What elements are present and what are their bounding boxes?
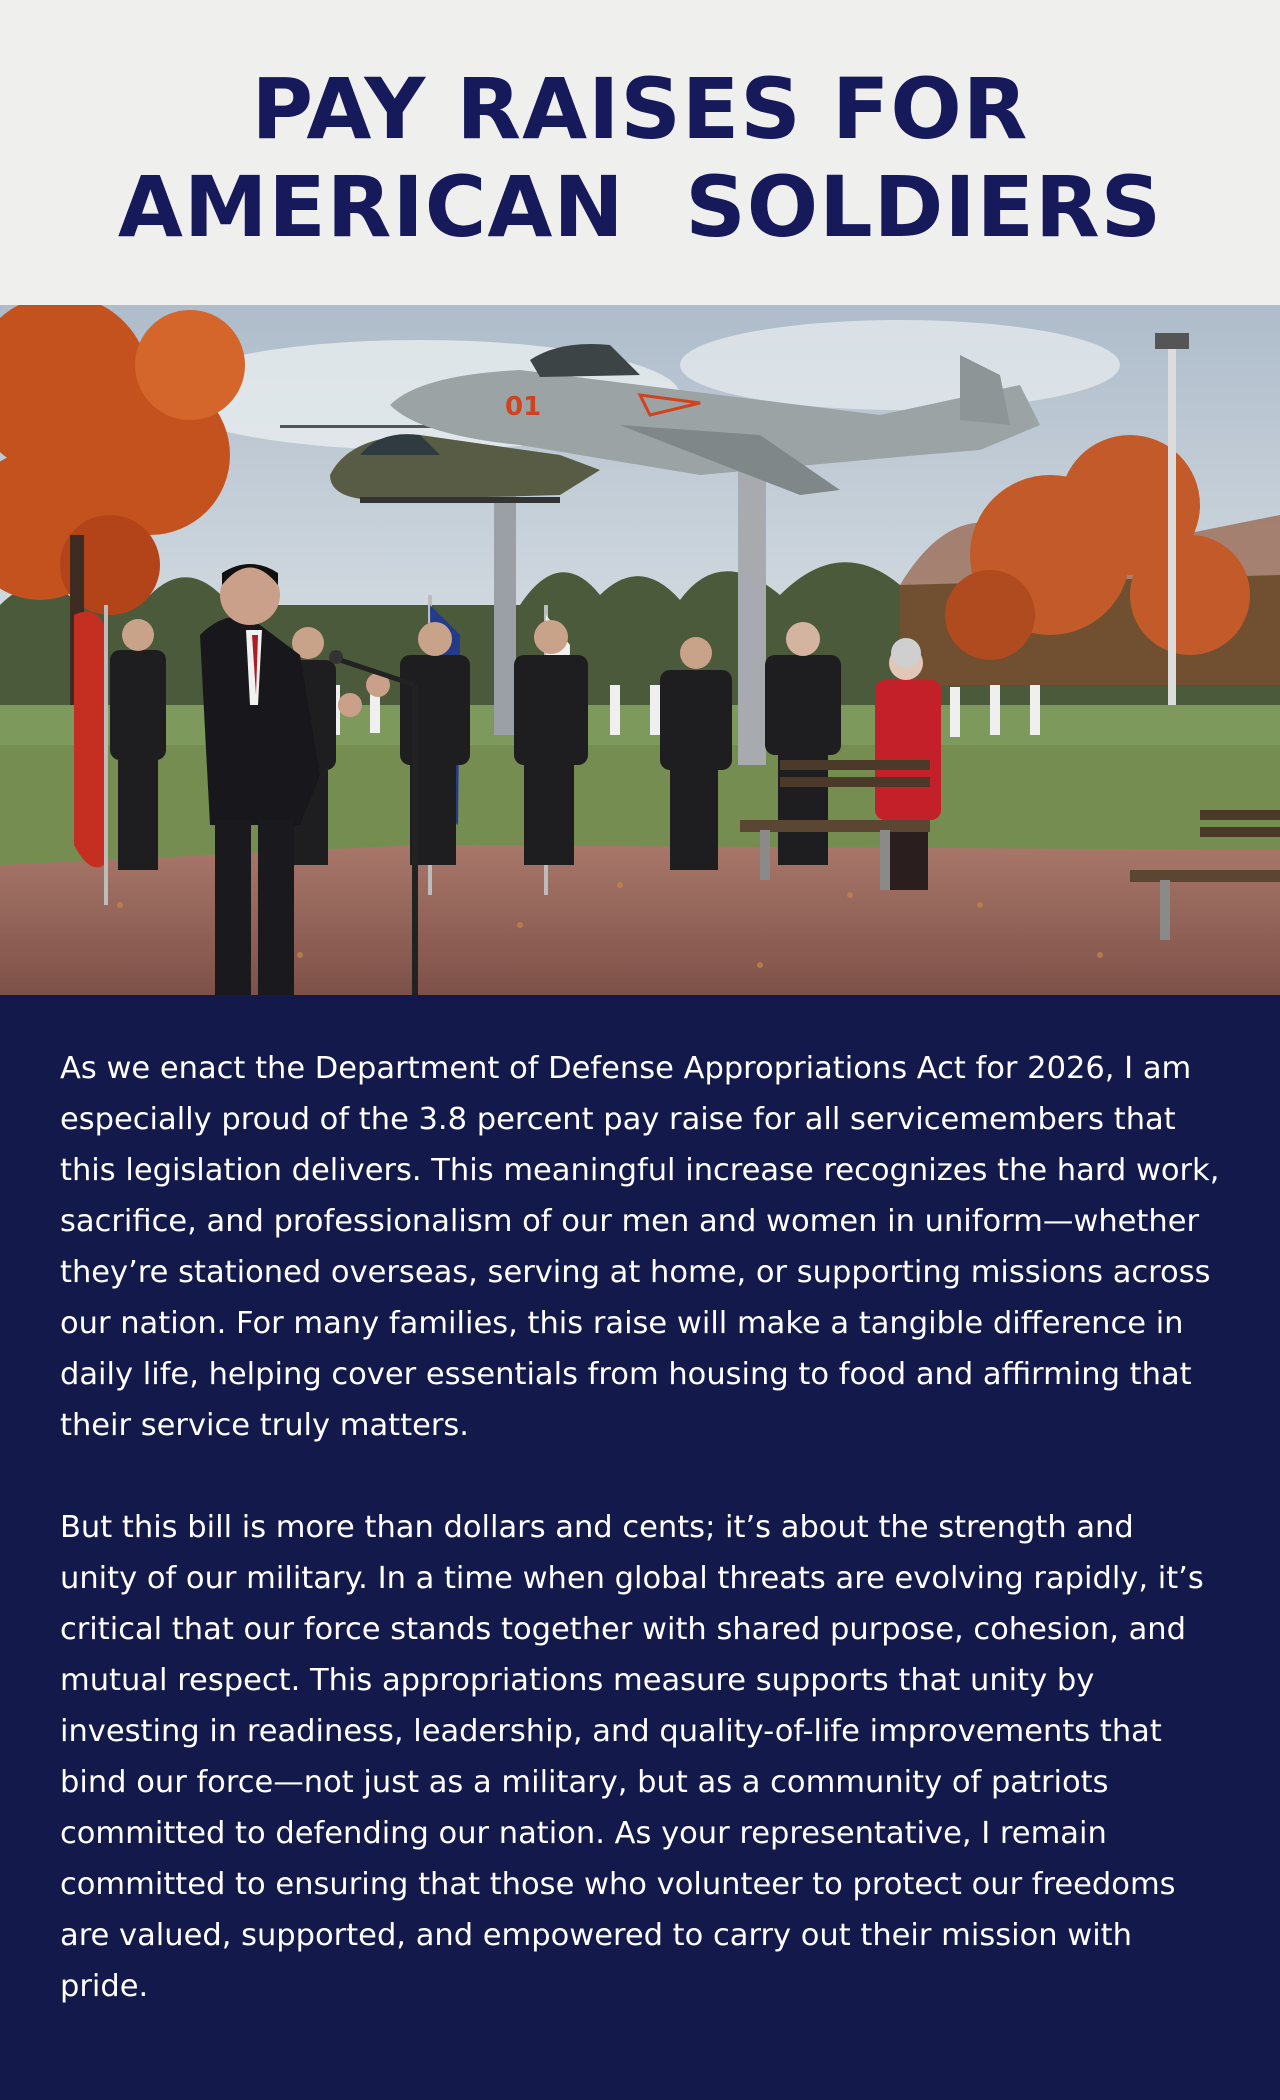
helicopter-pedestal <box>494 495 516 735</box>
ceremony-photo <box>0 305 1280 995</box>
jet-pedestal <box>738 465 766 765</box>
paragraph-2: But this bill is more than dollars and cents; it’s about the strength and unity of our military. In a time when global threats are evolving rapidly, it’s critical that our force stands together with shared purpose, cohesion, and mutual respect. This appropriations measure supports that unity by investing in readiness, leadership, and quality-of-life improvements that bind our force—not just as a military, but as a community of patriots committed to defending our nation. As your representative, I remain committed to ensuring that those who volunteer to protect our freedoms are valued, supported, and empowered to carry out their mission with pride. <box>60 1510 1204 2004</box>
brick-plaza <box>0 845 1280 995</box>
paragraph-1: As we enact the Department of Defense Appropriations Act for 2026, I am especially proud of the 3.8 percent pay raise for all servicemembers that this legislation delivers. This meaningful increase recognizes the hard work, sacrifice, and professionalism of our men and women in uniform—whether they’re stationed overseas, serving at home, or supporting missions across our nation. For many families, this raise will make a tangible difference in daily life, helping cover essentials from housing to food and affirming that their service truly matters. <box>60 1051 1220 1443</box>
title-line-2: AMERICAN SOLDIERS <box>117 157 1163 256</box>
aircraft-marking: 01 <box>505 392 542 422</box>
page-title <box>118 50 1162 256</box>
header-banner <box>0 0 1280 305</box>
memorial-scene-illustration <box>0 305 1280 995</box>
title-line-1: PAY RAISES FOR <box>251 59 1029 158</box>
article-body <box>0 995 1280 2012</box>
